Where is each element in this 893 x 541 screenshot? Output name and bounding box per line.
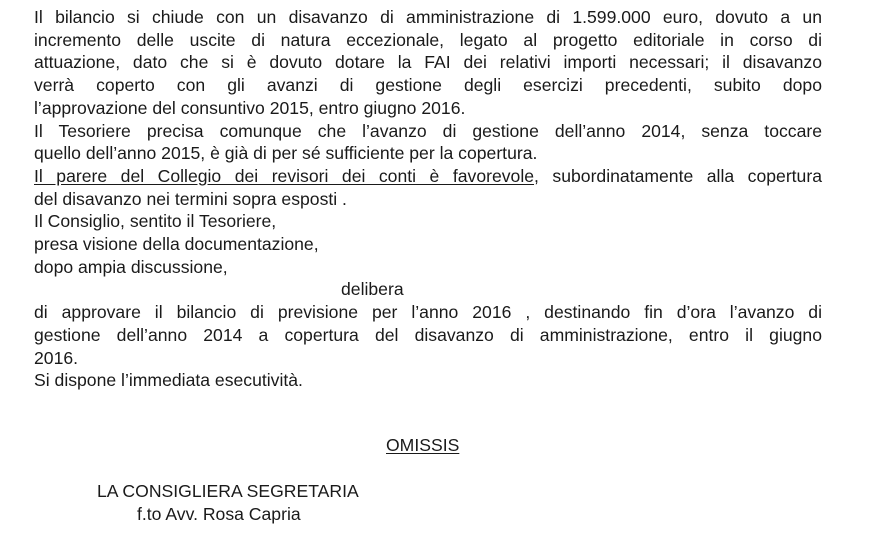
paragraph-auditors-opinion <box>34 165 822 210</box>
text-line: incremento delle uscite di natura eccezionale, legato al progetto editoriale in corso di <box>34 29 822 50</box>
text-line: gestione dell’anno 2014 a copertura del disavanzo di amministrazione, entro il giugno <box>34 324 822 345</box>
preamble-line: Il Consiglio, sentito il Tesoriere, <box>34 211 277 232</box>
auditors-opinion-rest: , subordinatamente alla copertura <box>534 165 822 186</box>
signature-name: f.to Avv. Rosa Capria <box>137 504 301 524</box>
preamble-line: presa visione della documentazione, <box>34 234 319 255</box>
signature-block <box>97 480 359 526</box>
text-line: di approvare il bilancio di previsione per l’anno 2016 , destinando fin d’ora l’avanzo di <box>34 302 822 323</box>
text-line: attuazione, dato che si è dovuto dotare la FAI dei relativi importi necessari; il disavanzo <box>34 52 822 73</box>
document-body <box>34 6 822 392</box>
omissis-heading: OMISSIS <box>386 435 460 455</box>
text-line: l’approvazione del consuntivo 2015, entro giugno 2016. <box>34 97 466 118</box>
text-line <box>34 165 822 188</box>
execution-statement: Si dispone l’immediata esecutività. <box>34 370 303 391</box>
text-line: verrà coperto con gli avanzi di gestione degli esercizi precedenti, subito dopo <box>34 75 822 96</box>
text-line: Il Tesoriere precisa comunque che l’avanzo di gestione dell’anno 2014, senza toccare <box>34 120 822 141</box>
text-line: quello dell’anno 2015, è già di per sé sufficiente per la copertura. <box>34 143 538 164</box>
text-line: Il bilancio si chiude con un disavanzo di amministrazione di 1.599.000 euro, dovuto a un <box>34 7 822 27</box>
text-line: 2016. <box>34 347 79 368</box>
preamble-line: dopo ampia discussione, <box>34 256 228 277</box>
paragraph-resolution <box>34 301 822 369</box>
signature-title: LA CONSIGLIERA SEGRETARIA <box>97 481 359 501</box>
delibera-heading: delibera <box>341 279 404 300</box>
paragraph-treasurer <box>34 120 822 165</box>
paragraph-budget-deficit <box>34 6 822 120</box>
auditors-opinion-underlined: Il parere del Collegio dei revisori dei conti è favorevole <box>34 165 535 186</box>
text-line: del disavanzo nei termini sopra esposti . <box>34 188 347 209</box>
